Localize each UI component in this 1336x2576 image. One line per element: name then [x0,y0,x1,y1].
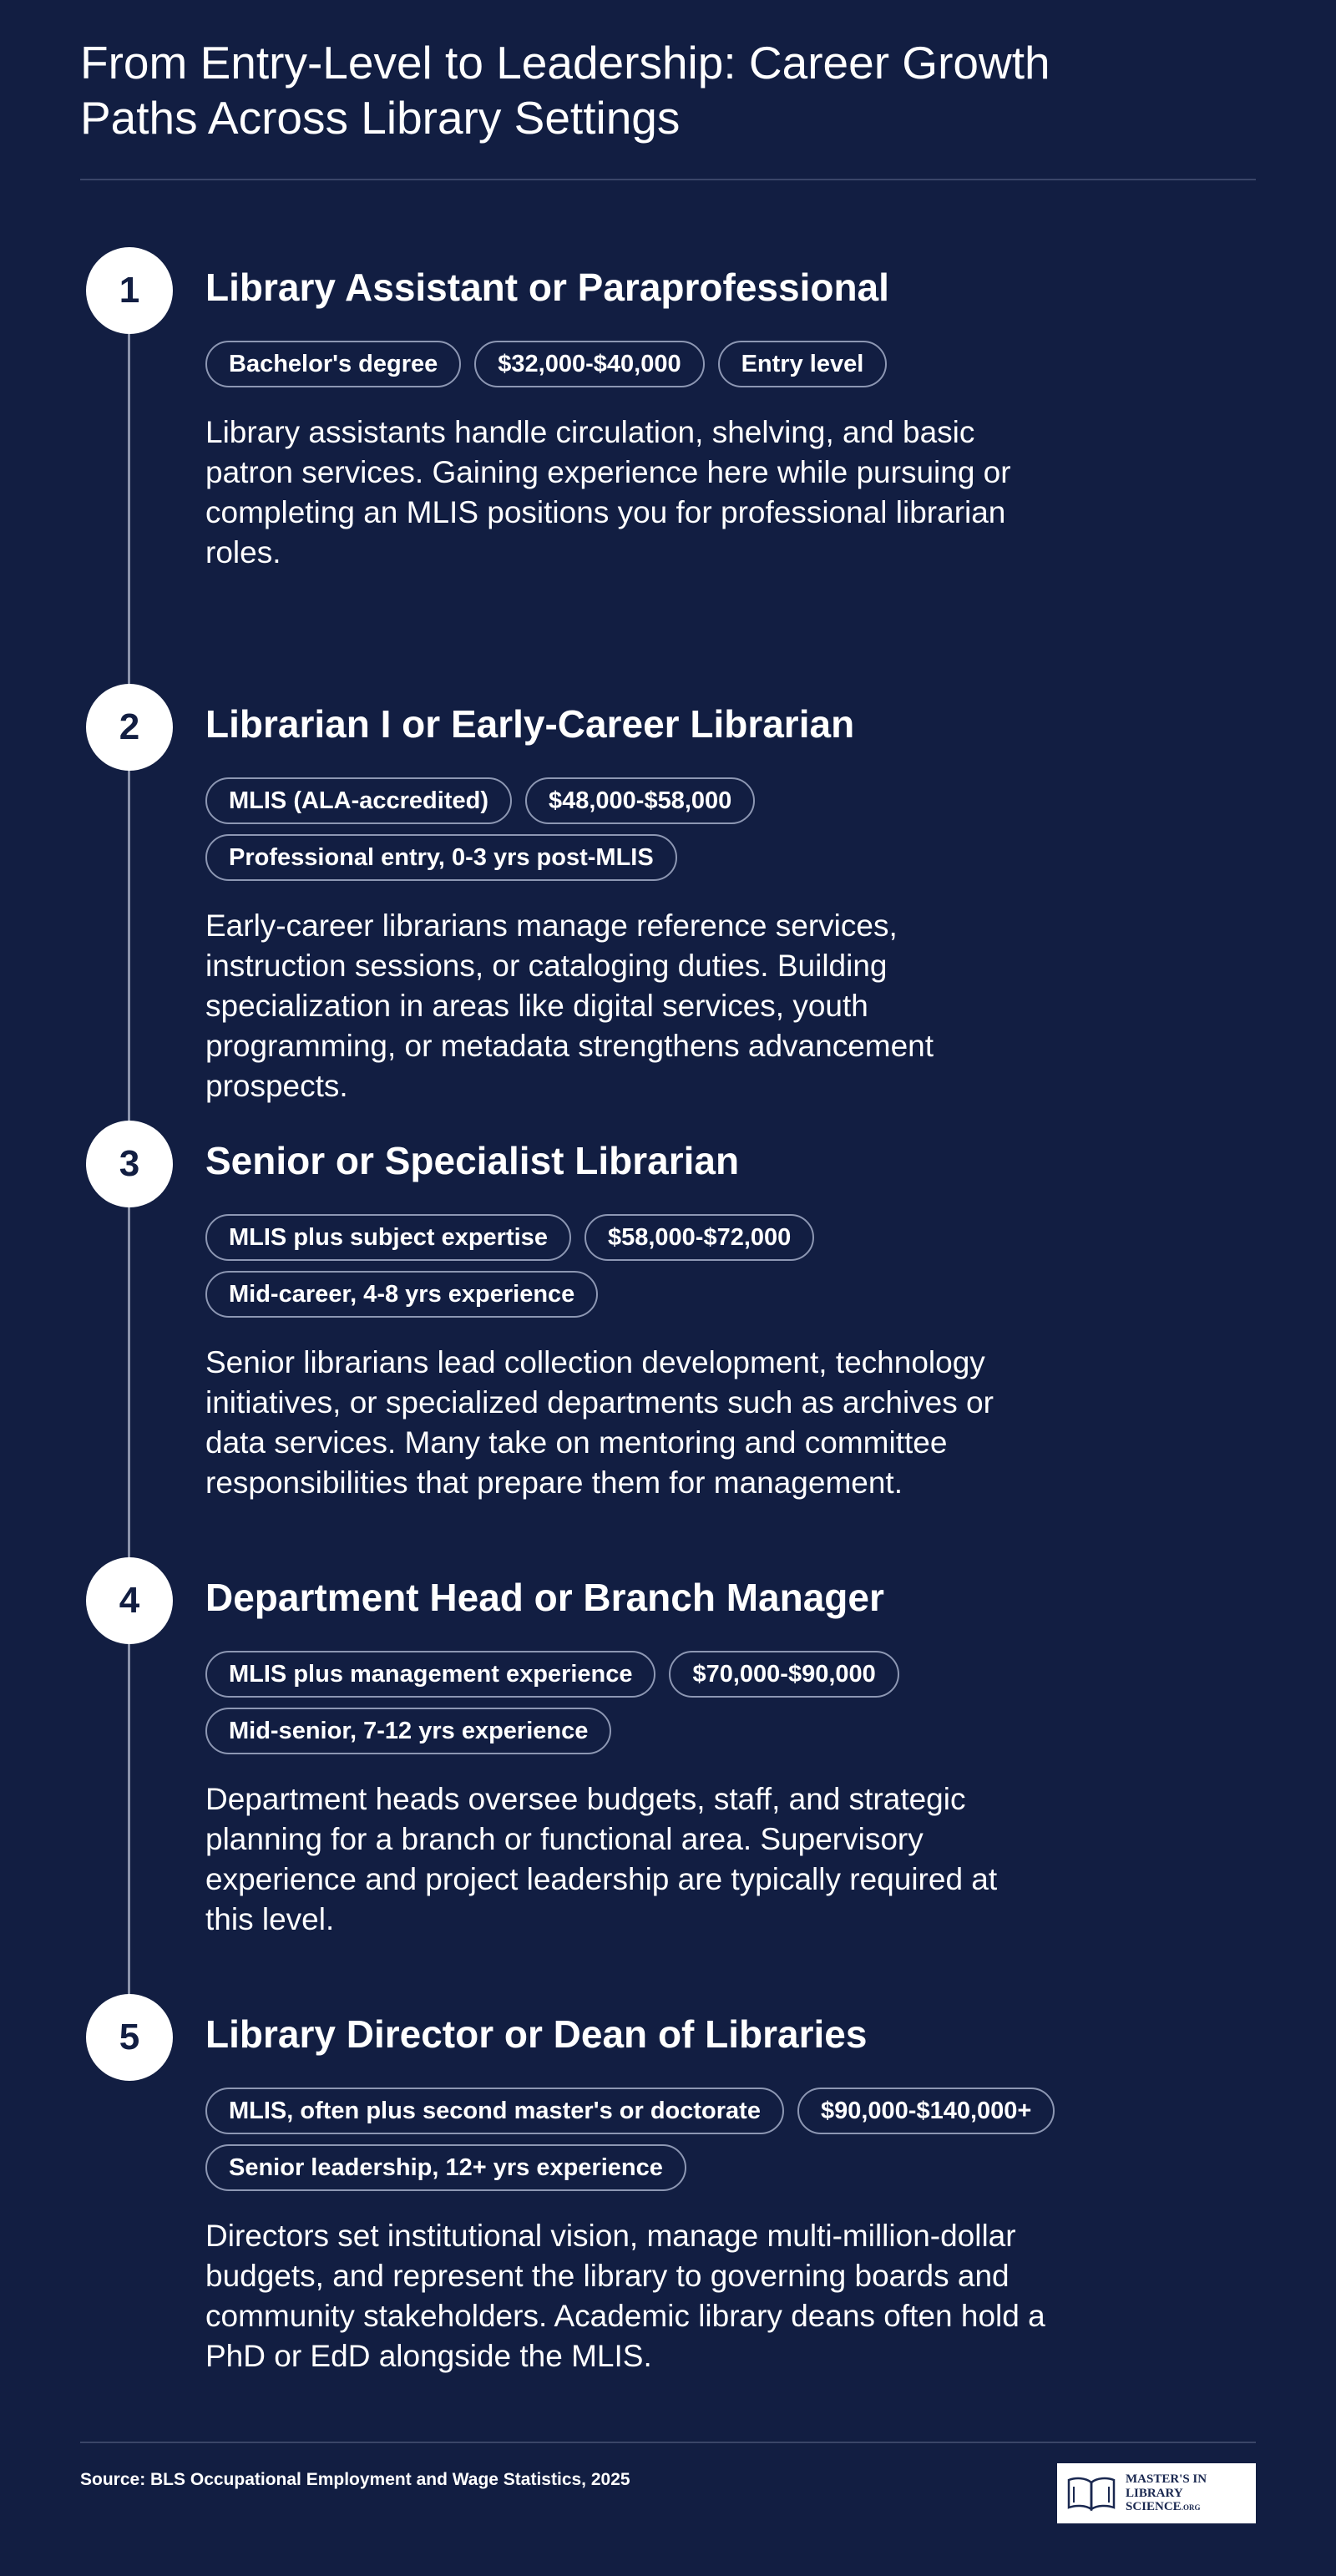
tag-education: MLIS, often plus second master's or doctorate [205,2088,784,2134]
logo-suffix: .ORG [1181,2503,1201,2513]
step-tags [205,777,823,881]
tag-level: Professional entry, 0-3 yrs post-MLIS [205,834,677,881]
step-number-badge: 2 [86,684,173,771]
step-title: Library Assistant or Paraprofessional [205,266,889,309]
step-tags [205,341,1207,387]
tag-salary: $90,000-$140,000+ [797,2088,1055,2134]
tag-level: Mid-career, 4-8 yrs experience [205,1271,598,1318]
tag-education: MLIS plus management experience [205,1651,655,1698]
step-tags [205,1651,974,1754]
step-number-badge: 5 [86,1994,173,2081]
step-number-badge: 1 [86,247,173,334]
step-description: Senior librarians lead collection development, technology initiatives, or specialized departments such as archives or data services. Many take on mentoring and committee responsibilities that prepare them for management. [205,1345,994,1500]
tag-level: Senior leadership, 12+ yrs experience [205,2144,686,2191]
step-tags [205,1214,890,1318]
footer-divider [80,2442,1256,2443]
tag-level: Mid-senior, 7-12 yrs experience [205,1708,611,1754]
tag-salary: $32,000-$40,000 [474,341,704,387]
logo-wordmark [1126,2472,1247,2514]
tag-education: Bachelor's degree [205,341,461,387]
step-title: Department Head or Branch Manager [205,1576,884,1619]
tag-salary: $48,000-$58,000 [525,777,755,824]
tag-education: MLIS (ALA-accredited) [205,777,512,824]
open-book-icon [1065,2474,1117,2513]
step-number-badge: 3 [86,1121,173,1207]
page-title: From Entry-Level to Leadership: Career Growth Paths Across Library Settings [80,37,1050,144]
tag-salary: $70,000-$90,000 [669,1651,898,1698]
logo-line-2 [1126,2487,1247,2514]
tag-level: Entry level [718,341,888,387]
step-tags [205,2088,1157,2191]
header-divider [80,179,1256,180]
step-description: Early-career librarians manage reference services, instruction sessions, or cataloging duties. Building specialization in areas like digital services, youth programming, or metadata strengthens advancement prospects. [205,908,934,1103]
step-title: Senior or Specialist Librarian [205,1139,740,1182]
logo-line-1: MASTER'S IN [1126,2472,1207,2487]
source-note: Source: BLS Occupational Employment and Wage Statistics, 2025 [80,2470,630,2489]
tag-education: MLIS plus subject expertise [205,1214,571,1261]
logo-line-2-text: LIBRARY SCIENCE [1126,2486,1183,2514]
step-title: Library Director or Dean of Libraries [205,2012,868,2056]
brand-logo [1057,2463,1256,2523]
step-description: Library assistants handle circulation, shelving, and basic patron services. Gaining experience here while pursuing or completing an MLIS positions you for professional librarian roles. [205,415,1011,569]
step-title: Librarian I or Early-Career Librarian [205,702,855,746]
tag-salary: $58,000-$72,000 [584,1214,814,1261]
step-description: Directors set institutional vision, manage multi-million-dollar budgets, and represent the library to governing boards and community stakeholders. Academic library deans often hold a PhD or EdD alongside the MLIS. [205,2219,1045,2373]
step-number-badge: 4 [86,1557,173,1644]
step-description: Department heads oversee budgets, staff, and strategic planning for a branch or functional area. Supervisory experience and project leadership are typically required at this level. [205,1782,998,1936]
